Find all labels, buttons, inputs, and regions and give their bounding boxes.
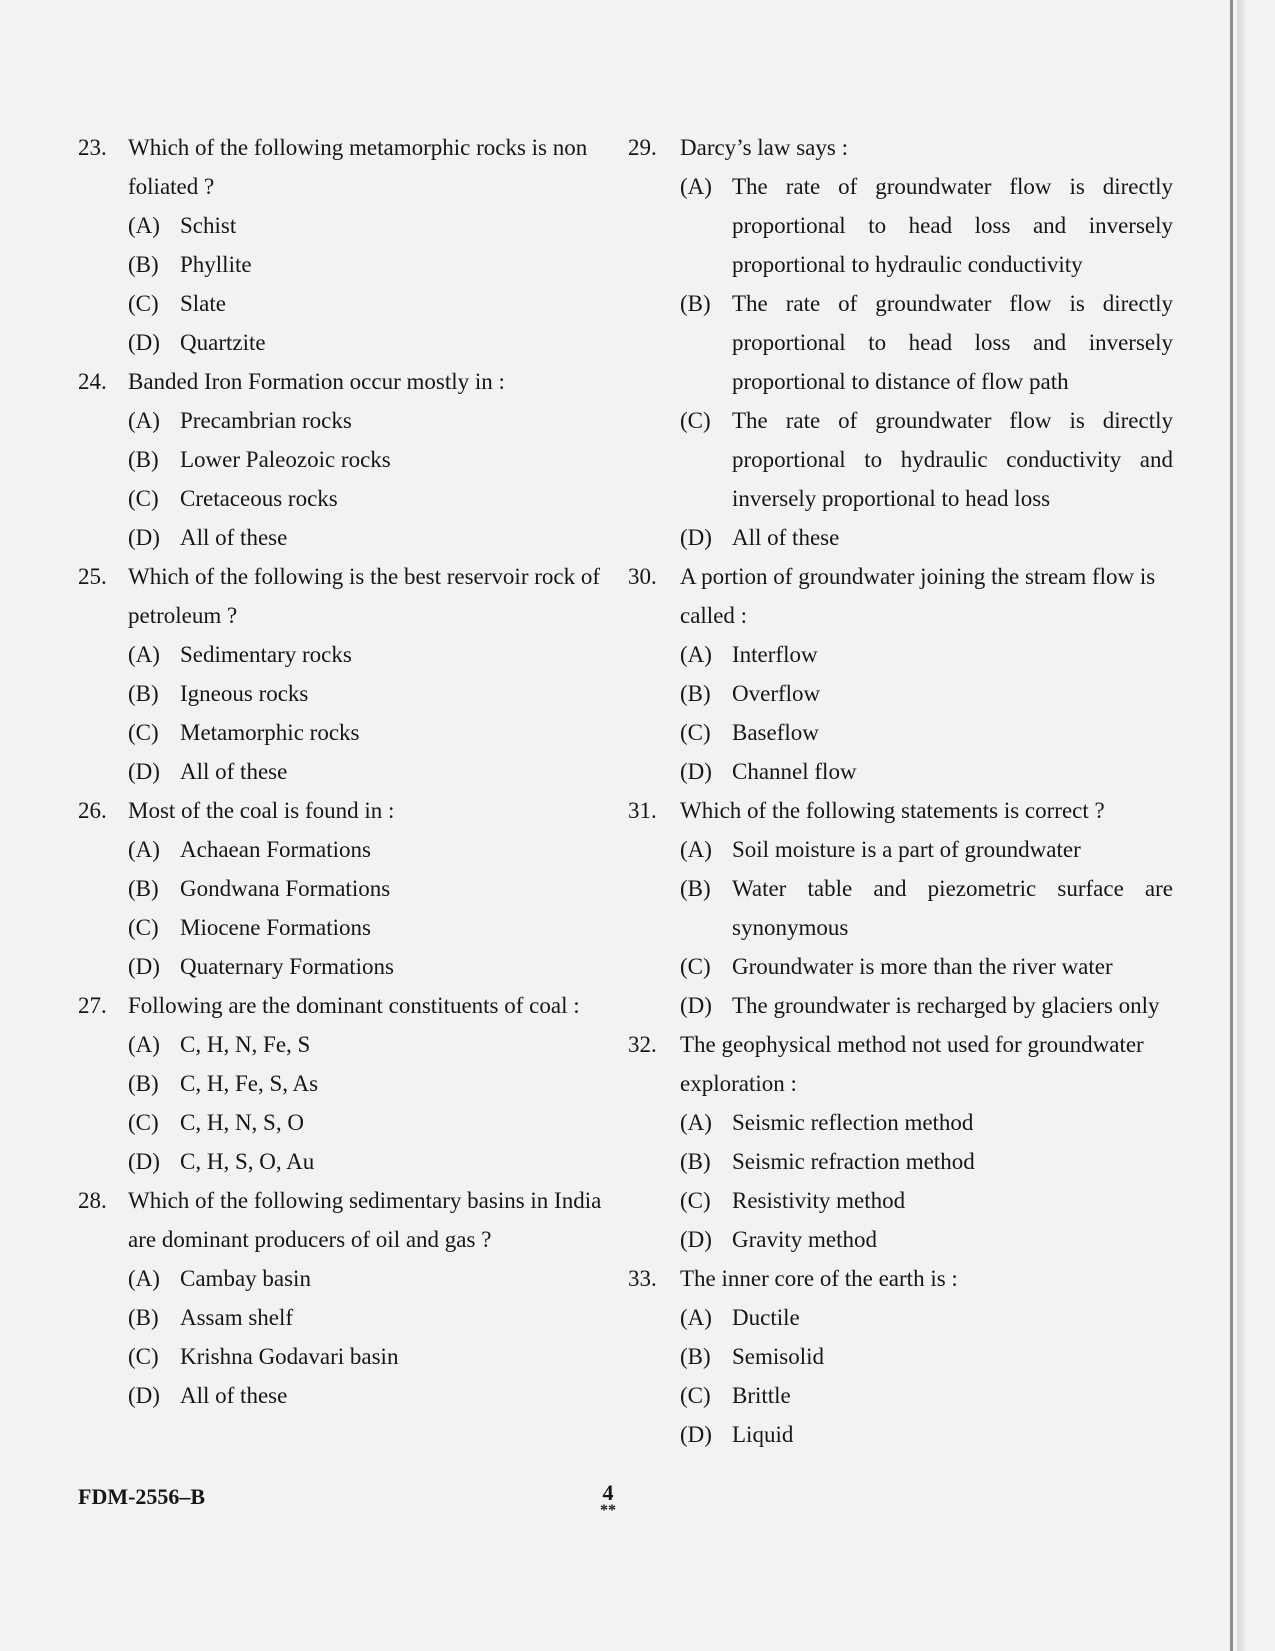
option-b: (B) Seismic refraction method [680,1149,975,1174]
question-text: The geophysical method not used for groundwater exploration : [680,1032,1144,1096]
option-b: (B) Overflow [680,681,821,706]
option-c: (C) Groundwater is more than the river water [680,954,1113,979]
question-24 [78,362,618,401]
option-a: (A) C, H, N, Fe, S [128,1032,311,1057]
question-29 [628,128,1173,167]
option-c: (C) Metamorphic rocks [128,720,360,745]
question-text: Which of the following is the best reservoir rock of petroleum ? [128,564,601,628]
question-number: 23. [78,135,107,160]
question-number: 31. [628,798,657,823]
page-number [600,1482,616,1518]
question-27 [78,986,618,1025]
question-26 [78,791,618,830]
option-a: (A) Ductile [680,1305,800,1330]
option-d: (D) C, H, S, O, Au [128,1149,315,1174]
question-text: Banded Iron Formation occur mostly in : [128,369,505,394]
option-b: (B) Gondwana Formations [128,876,391,901]
option-d: (D) All of these [128,1383,288,1408]
left-column [78,128,618,1415]
question-text: Which of the following sedimentary basins in India are dominant producers of oil and gas ? [128,1188,602,1252]
option-d: (D) Liquid [680,1422,794,1447]
question-number: 24. [78,369,107,394]
option-b: (B) The rate of groundwater flow is directly proportional to head loss and inversely proportional to distance of flow path [680,291,1173,394]
question-text: A portion of groundwater joining the stream flow is called : [680,564,1156,628]
option-c: (C) Resistivity method [680,1188,906,1213]
option-a: (A) Precambrian rocks [128,408,352,433]
question-number: 29. [628,135,657,160]
question-number: 28. [78,1188,107,1213]
page-number-value: 4 [602,1480,614,1505]
question-number: 30. [628,564,657,589]
question-number: 25. [78,564,107,589]
option-d: (D) Quartzite [128,330,266,355]
option-a: (A) Schist [128,213,237,238]
question-25 [78,557,618,635]
option-a: (A) Cambay basin [128,1266,311,1291]
option-a: (A) Achaean Formations [128,837,371,862]
paper-code: FDM-2556–B [78,1484,206,1509]
option-c: (C) Brittle [680,1383,791,1408]
question-32 [628,1025,1173,1103]
option-b: (B) Igneous rocks [128,681,309,706]
question-text: Darcy’s law says : [680,135,848,160]
option-c: (C) Krishna Godavari basin [128,1344,399,1369]
option-d: (D) All of these [128,759,288,784]
option-c: (C) Cretaceous rocks [128,486,338,511]
question-text: Most of the coal is found in : [128,798,395,823]
option-b: (B) Phyllite [128,252,252,277]
question-text: Following are the dominant constituents of coal : [128,993,580,1018]
question-text: Which of the following statements is correct ? [680,798,1105,823]
option-d: (D) Gravity method [680,1227,877,1252]
option-b: (B) C, H, Fe, S, As [128,1071,319,1096]
option-a: (A) Interflow [680,642,818,667]
option-c: (C) The rate of groundwater flow is directly proportional to hydraulic conductivity and inversely proportional to head loss [680,408,1173,511]
page-edge-line [1230,0,1233,1651]
option-c: (C) Miocene Formations [128,915,371,940]
question-text: Which of the following metamorphic rocks is non foliated ? [128,135,588,199]
option-c: (C) C, H, N, S, O [128,1110,304,1135]
question-number: 32. [628,1032,657,1057]
option-d: (D) All of these [128,525,288,550]
question-33 [628,1259,1173,1298]
question-number: 26. [78,798,107,823]
question-23 [78,128,618,206]
question-30 [628,557,1173,635]
option-d: (D) All of these [680,525,840,550]
question-text: The inner core of the earth is : [680,1266,958,1291]
option-a: (A) Sedimentary rocks [128,642,352,667]
question-28 [78,1181,618,1259]
option-a: (A) Seismic reflection method [680,1110,974,1135]
option-d: (D) The groundwater is recharged by glaciers only [680,993,1160,1018]
option-d: (D) Quaternary Formations [128,954,394,979]
option-d: (D) Channel flow [680,759,857,784]
option-b: (B) Water table and piezometric surface are synonymous [680,876,1173,940]
option-b: (B) Semisolid [680,1344,825,1369]
page-stars: ** [600,1502,616,1519]
option-a: (A) Soil moisture is a part of groundwater [680,837,1081,862]
page-edge-shadow [1237,0,1245,1651]
option-b: (B) Assam shelf [128,1305,294,1330]
question-31 [628,791,1173,830]
option-c: (C) Slate [128,291,226,316]
option-a: (A) The rate of groundwater flow is directly proportional to head loss and inversely proportional to hydraulic conductivity [680,174,1173,277]
question-number: 27. [78,993,107,1018]
question-number: 33. [628,1266,657,1291]
right-column [628,128,1173,1454]
option-c: (C) Baseflow [680,720,819,745]
option-b: (B) Lower Paleozoic rocks [128,447,391,472]
